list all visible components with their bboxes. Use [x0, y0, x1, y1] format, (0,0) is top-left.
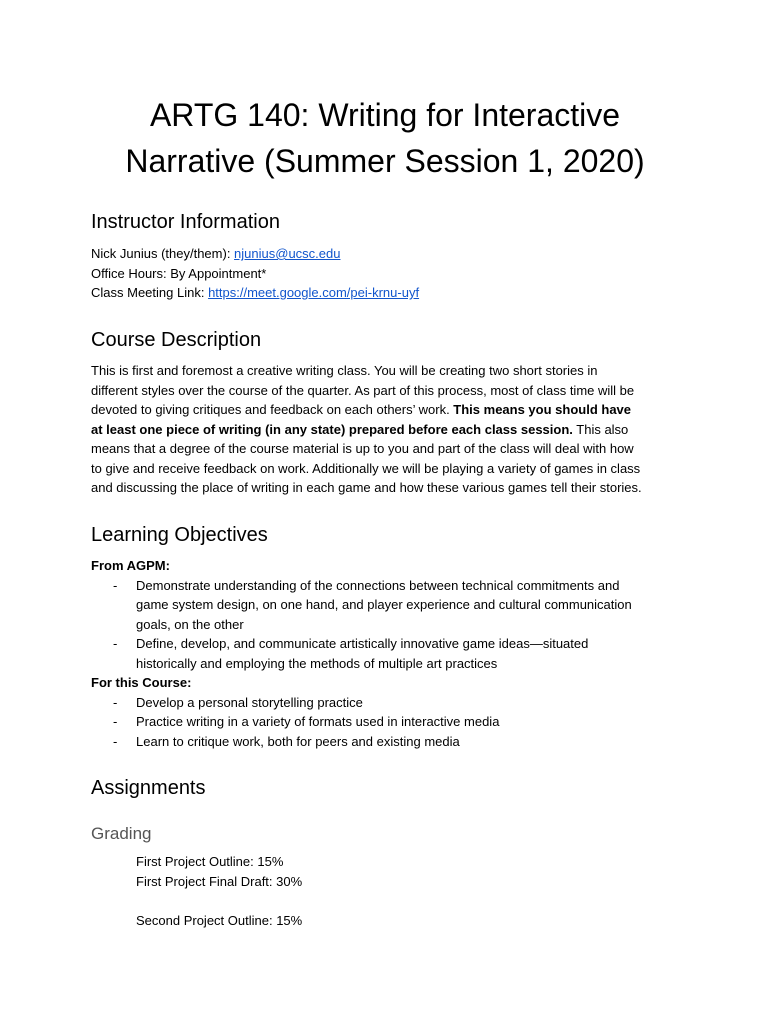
- description-emphasis: This means you should have: [453, 402, 632, 417]
- list-item: [91, 634, 632, 673]
- learning-objectives-body: [91, 556, 632, 751]
- grading-list: [136, 852, 302, 930]
- description-line: different styles over the course of the quarter. As part of this process, most of class time will be: [91, 382, 635, 398]
- assignments-heading: Assignments: [91, 777, 206, 799]
- description-line: and discussing the place of writing in each game and how these various games tell their stories.: [91, 480, 642, 495]
- description-line: [91, 420, 691, 440]
- meeting-link-label: Class Meeting Link:: [91, 285, 209, 300]
- grading-spacer: [136, 891, 302, 911]
- list-dash: -: [113, 694, 118, 710]
- grading-item: First Project Outline: 15%: [136, 854, 284, 869]
- grading-heading: Grading: [91, 824, 152, 843]
- title-line-1: ARTG 140: Writing for Interactive: [149, 97, 621, 133]
- list-item-line: game system design, on one hand, and player experience and cultural communication: [136, 597, 632, 612]
- grading-item: Second Project Outline: 15%: [136, 912, 303, 928]
- learning-objectives-heading: Learning Objectives: [91, 524, 268, 546]
- for-course-label: For this Course:: [91, 675, 192, 690]
- description-text: devoted to giving critiques and feedback on each others’ work.: [91, 402, 454, 417]
- description-line: means that a degree of the course material is up to you and part of the class will deal with how: [91, 441, 634, 456]
- list-item: [91, 693, 632, 713]
- grading-item: First Project Final Draft: 30%: [136, 873, 303, 889]
- list-item-line: historically and employing the methods of multiple art practices: [136, 655, 498, 671]
- description-emphasis: at least one piece of writing (in any state) prepared before each class session.: [91, 421, 573, 437]
- instructor-email-link[interactable]: njunius@ucsc.edu: [234, 246, 341, 261]
- instructor-heading: Instructor Information: [91, 211, 280, 233]
- office-hours: Office Hours: By Appointment*: [91, 265, 267, 281]
- document-title: [60, 92, 710, 184]
- course-description-body: [91, 361, 691, 498]
- instructor-name: Nick Junius (they/them):: [91, 246, 235, 261]
- description-line: This is first and foremost a creative writing class. You will be creating two short stories in: [91, 363, 598, 378]
- list-item-line: Define, develop, and communicate artistically innovative game ideas—situated: [136, 636, 589, 651]
- title-line-2: Narrative (Summer Session 1, 2020): [125, 143, 645, 179]
- list-item-line: Demonstrate understanding of the connections between technical commitments and: [136, 577, 620, 593]
- list-dash: -: [113, 636, 118, 651]
- list-dash: -: [113, 577, 118, 593]
- list-item-line: Practice writing in a variety of formats used in interactive media: [136, 714, 500, 729]
- instructor-info: [91, 244, 691, 303]
- meeting-link[interactable]: https://meet.google.com/pei-krnu-uyf: [208, 285, 420, 300]
- description-line: [91, 400, 691, 420]
- list-dash: -: [113, 733, 118, 749]
- list-dash: -: [113, 714, 118, 729]
- list-item: [91, 732, 632, 752]
- meeting-link-line: [91, 283, 691, 303]
- description-text: This also: [572, 421, 629, 437]
- instructor-name-line: [91, 244, 691, 264]
- list-item-line: goals, on the other: [136, 616, 244, 632]
- list-item-line: Develop a personal storytelling practice: [136, 694, 363, 710]
- course-description-heading: Course Description: [91, 329, 262, 351]
- list-item: [91, 576, 632, 635]
- list-item-line: Learn to critique work, both for peers and existing media: [136, 733, 460, 749]
- description-line: to give and receive feedback on work. Additionally we will be playing a variety of games in class: [91, 460, 641, 476]
- list-item: [91, 712, 632, 732]
- from-agpm-label: From AGPM:: [91, 558, 170, 573]
